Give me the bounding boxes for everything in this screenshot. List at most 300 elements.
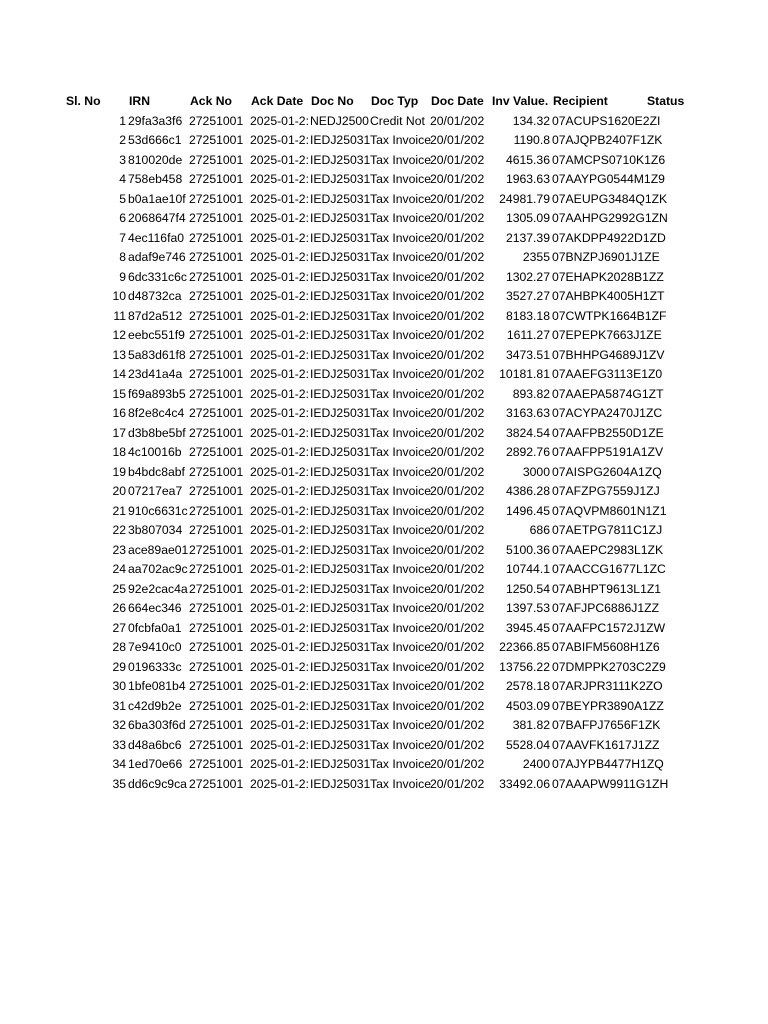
cell-doc-type: Tax Invoice [370, 620, 431, 635]
header-inv-value: Inv Value. [492, 94, 549, 108]
table-row [66, 482, 686, 502]
cell-irn: 910c6631c [128, 503, 188, 518]
table-row [66, 677, 686, 697]
cell-status [646, 385, 696, 405]
cell-recipient: 07ABHPT9613L1Z1 [552, 581, 662, 596]
cell-doc-date: 20/01/202 [430, 659, 485, 674]
cell-ack-no: 27251001 [189, 698, 244, 713]
cell-ack-no: 27251001 [189, 172, 244, 186]
cell-doc-no: IEDJ25031 [310, 737, 371, 752]
cell-ack-date: 2025-01-2: [250, 152, 309, 167]
cell-status [646, 170, 696, 190]
cell-doc-type: Tax Invoice [370, 679, 431, 693]
cell-irn: 0196333c [128, 659, 182, 674]
cell-inv-value: 1397.53 [505, 601, 550, 615]
cell-recipient: 07CWTPK1664B1ZF [552, 308, 667, 323]
cell-doc-type: Tax Invoice [370, 386, 431, 401]
cell-doc-type: Tax Invoice [370, 698, 431, 713]
cell-recipient: 07ACUPS1620E2ZI [552, 113, 661, 128]
cell-doc-type: Tax Invoice [370, 211, 431, 225]
cell-ack-date: 2025-01-2: [250, 269, 309, 284]
cell-recipient: 07AFJPC6886J1ZZ [552, 601, 660, 615]
cell-status [646, 326, 696, 346]
cell-ack-no: 27251001 [189, 542, 244, 557]
cell-recipient: 07AACCG1677L1ZC [552, 562, 666, 576]
cell-irn: 8f2e8c4c4 [128, 406, 185, 420]
cell-sl-no: 22 [112, 523, 126, 537]
cell-doc-date: 20/01/202 [430, 289, 485, 303]
cell-ack-date: 2025-01-2: [250, 776, 309, 791]
table-body [66, 112, 686, 795]
cell-doc-type: Tax Invoice [370, 737, 431, 752]
cell-doc-no: IEDJ25031 [310, 718, 371, 732]
cell-doc-no: IEDJ25031 [310, 659, 371, 674]
header-ack-date: Ack Date [251, 94, 304, 108]
cell-ack-no: 27251001 [189, 133, 244, 147]
cell-irn: d3b8be5bf [128, 425, 186, 440]
cell-doc-date: 20/01/202 [430, 152, 485, 167]
cell-doc-date: 20/01/202 [430, 776, 485, 791]
cell-ack-date: 2025-01-2: [250, 718, 309, 732]
cell-status [646, 560, 696, 580]
cell-irn: b0a1ae10f [128, 191, 186, 206]
cell-recipient: 07ACYPA2470J1ZC [552, 406, 663, 420]
cell-recipient: 07AETPG7811C1ZJ [552, 523, 663, 537]
cell-doc-date: 20/01/202 [430, 581, 485, 596]
cell-doc-date: 20/01/202 [430, 562, 485, 576]
cell-ack-no: 27251001 [189, 679, 244, 693]
cell-status [646, 209, 696, 229]
cell-inv-value: 3945.45 [505, 620, 550, 635]
header-doc-type: Doc Typ [371, 94, 419, 108]
header-status: Status [647, 94, 685, 108]
cell-doc-date: 20/01/202 [430, 230, 485, 245]
table-row [66, 638, 686, 658]
cell-status [646, 658, 696, 678]
cell-doc-type: Tax Invoice [370, 133, 431, 147]
cell-ack-date: 2025-01-2: [250, 191, 309, 206]
cell-sl-no: 18 [112, 445, 126, 459]
cell-recipient: 07DMPPK2703C2Z9 [552, 659, 666, 674]
cell-sl-no: 34 [112, 757, 126, 771]
cell-irn: 664ec346 [128, 601, 182, 615]
cell-ack-date: 2025-01-2: [250, 659, 309, 674]
cell-recipient: 07AAEPA5874G1ZT [552, 386, 664, 401]
cell-recipient: 07AJYPB4477H1ZQ [552, 757, 664, 771]
cell-doc-type: Tax Invoice [370, 269, 431, 284]
cell-recipient: 07BEYPR3890A1ZZ [552, 698, 664, 713]
cell-doc-date: 20/01/202 [430, 601, 485, 615]
cell-doc-no: IEDJ25031 [310, 523, 371, 537]
cell-sl-no: 9 [119, 269, 126, 284]
cell-ack-date: 2025-01-2: [250, 464, 309, 479]
table-row [66, 248, 686, 268]
cell-doc-type: Tax Invoice [370, 523, 431, 537]
table-row [66, 307, 686, 327]
cell-doc-date: 20/01/202 [430, 250, 485, 264]
cell-ack-no: 27251001 [189, 757, 244, 771]
cell-ack-no: 27251001 [189, 484, 244, 498]
cell-ack-date: 2025-01-2: [250, 679, 309, 693]
cell-ack-no: 27251001 [189, 230, 244, 245]
cell-recipient: 07ARJPR3111K2ZO [552, 679, 663, 693]
cell-ack-no: 27251001 [189, 113, 244, 128]
cell-doc-no: IEDJ25031 [310, 640, 371, 654]
cell-recipient: 07BNZPJ6901J1ZE [552, 250, 660, 264]
cell-recipient: 07ABIFM5608H1Z6 [552, 640, 660, 654]
cell-doc-no: IEDJ25031 [310, 172, 371, 186]
cell-ack-no: 27251001 [189, 191, 244, 206]
cell-status [646, 775, 696, 795]
table-row [66, 697, 686, 717]
cell-doc-date: 20/01/202 [430, 406, 485, 420]
cell-irn: c42d9b2e [128, 698, 182, 713]
cell-recipient: 07BAFPJ7656F1ZK [552, 718, 661, 732]
cell-sl-no: 33 [112, 737, 126, 752]
cell-doc-type: Tax Invoice [370, 328, 431, 342]
cell-ack-date: 2025-01-2: [250, 542, 309, 557]
cell-status [646, 502, 696, 522]
cell-inv-value: 3163.63 [505, 406, 550, 420]
cell-irn: 23d41a4a [128, 367, 183, 381]
cell-recipient: 07AAFPC1572J1ZW [552, 620, 666, 635]
cell-inv-value: 2355 [522, 250, 550, 264]
table-row [66, 404, 686, 424]
table-row [66, 521, 686, 541]
table-row [66, 229, 686, 249]
cell-ack-date: 2025-01-2: [250, 230, 309, 245]
cell-irn: 4ec116fa0 [128, 230, 185, 245]
cell-recipient: 07AAEPC2983L1ZK [552, 542, 664, 557]
cell-status [646, 463, 696, 483]
cell-doc-no: IEDJ25031 [310, 133, 371, 147]
cell-sl-no: 23 [112, 542, 126, 557]
cell-ack-no: 27251001 [189, 718, 244, 732]
cell-sl-no: 17 [112, 425, 126, 440]
cell-doc-date: 20/01/202 [430, 757, 485, 771]
header-row [66, 92, 686, 112]
cell-doc-type: Tax Invoice [370, 659, 431, 674]
table-row [66, 326, 686, 346]
cell-ack-date: 2025-01-2: [250, 757, 309, 771]
cell-ack-no: 27251001 [189, 601, 244, 615]
header-doc-no: Doc No [311, 94, 354, 108]
cell-recipient: 07AAFPP5191A1ZV [552, 445, 664, 459]
table-row [66, 580, 686, 600]
cell-inv-value: 1496.45 [505, 503, 550, 518]
cell-status [646, 736, 696, 756]
cell-inv-value: 5100.36 [505, 542, 550, 557]
cell-irn: 92e2cac4a [128, 581, 188, 596]
cell-recipient: 07AAYPG0544M1Z9 [552, 172, 665, 186]
cell-doc-type: Tax Invoice [370, 542, 431, 557]
cell-ack-date: 2025-01-2: [250, 133, 309, 147]
cell-doc-no: IEDJ25031 [310, 191, 371, 206]
cell-doc-no: IEDJ25031 [310, 406, 371, 420]
cell-ack-date: 2025-01-2: [250, 113, 309, 128]
table-row [66, 424, 686, 444]
cell-status [646, 229, 696, 249]
cell-inv-value: 2400 [522, 757, 550, 771]
cell-irn: 29fa3a3f6 [128, 113, 183, 128]
cell-doc-type: Tax Invoice [370, 562, 431, 576]
cell-recipient: 07AQVPM8601N1Z1 [552, 503, 667, 518]
cell-irn: 07217ea7 [128, 484, 183, 498]
cell-doc-no: IEDJ25031 [310, 542, 371, 557]
cell-status [646, 697, 696, 717]
cell-ack-no: 27251001 [189, 581, 244, 596]
cell-irn: 7e9410c0 [128, 640, 182, 654]
cell-inv-value: 5528.04 [505, 737, 550, 752]
cell-sl-no: 26 [112, 601, 126, 615]
cell-doc-no: IEDJ25031 [310, 601, 371, 615]
cell-doc-type: Tax Invoice [370, 152, 431, 167]
cell-ack-no: 27251001 [189, 776, 244, 791]
cell-recipient: 07AAEFG3113E1Z0 [552, 367, 663, 381]
table-row [66, 209, 686, 229]
cell-ack-no: 27251001 [189, 347, 244, 362]
cell-doc-no: NEDJ2500 [310, 113, 369, 128]
cell-doc-no: IEDJ25031 [310, 367, 371, 381]
cell-doc-type: Tax Invoice [370, 250, 431, 264]
cell-doc-type: Tax Invoice [370, 640, 431, 654]
cell-sl-no: 30 [112, 679, 126, 693]
table-row [66, 170, 686, 190]
cell-status [646, 677, 696, 697]
cell-status [646, 346, 696, 366]
cell-inv-value: 8183.18 [505, 308, 550, 323]
cell-ack-no: 27251001 [189, 737, 244, 752]
cell-irn: ace89ae01 [128, 542, 189, 557]
cell-sl-no: 15 [112, 386, 126, 401]
cell-doc-no: IEDJ25031 [310, 308, 371, 323]
invoice-table [66, 92, 686, 794]
cell-doc-date: 20/01/202 [430, 133, 485, 147]
cell-doc-type: Tax Invoice [370, 718, 431, 732]
cell-inv-value: 24981.79 [499, 191, 550, 206]
cell-doc-type: Tax Invoice [370, 289, 431, 303]
cell-irn: dd6c9c9ca [128, 776, 187, 791]
cell-sl-no: 29 [112, 659, 126, 674]
cell-irn: 0fcbfa0a1 [128, 620, 182, 635]
cell-irn: 87d2a512 [128, 308, 183, 323]
cell-irn: d48732ca [128, 289, 182, 303]
cell-status [646, 482, 696, 502]
cell-ack-no: 27251001 [189, 464, 244, 479]
table-row [66, 463, 686, 483]
table-row [66, 502, 686, 522]
cell-inv-value: 1963.63 [505, 172, 550, 186]
table-row [66, 268, 686, 288]
table-row [66, 619, 686, 639]
cell-irn: 6dc331c6c [128, 269, 187, 284]
cell-recipient: 07AAAPW9911G1ZH [552, 776, 669, 791]
cell-doc-date: 20/01/202 [430, 464, 485, 479]
cell-inv-value: 2892.76 [505, 445, 550, 459]
cell-doc-no: IEDJ25031 [310, 581, 371, 596]
table-row [66, 190, 686, 210]
cell-doc-no: IEDJ25031 [310, 269, 371, 284]
cell-status [646, 365, 696, 385]
cell-irn: eebc551f9 [128, 328, 185, 342]
cell-sl-no: 4 [119, 172, 126, 186]
cell-ack-no: 27251001 [189, 659, 244, 674]
cell-doc-date: 20/01/202 [430, 425, 485, 440]
cell-doc-date: 20/01/202 [430, 445, 485, 459]
cell-doc-date: 20/01/202 [430, 211, 485, 225]
cell-inv-value: 2578.18 [505, 679, 550, 693]
cell-ack-date: 2025-01-2: [250, 562, 309, 576]
cell-doc-type: Tax Invoice [370, 230, 431, 245]
cell-sl-no: 6 [119, 211, 126, 225]
cell-doc-type: Tax Invoice [370, 445, 431, 459]
cell-ack-date: 2025-01-2: [250, 523, 309, 537]
cell-status [646, 424, 696, 444]
cell-doc-date: 20/01/202 [430, 640, 485, 654]
cell-ack-no: 27251001 [189, 523, 244, 537]
cell-ack-no: 27251001 [189, 640, 244, 654]
cell-ack-date: 2025-01-2: [250, 347, 309, 362]
cell-sl-no: 32 [112, 718, 126, 732]
cell-irn: 5a83d61f8 [128, 347, 186, 362]
cell-status [646, 619, 696, 639]
header-recipient: Recipient [553, 94, 608, 108]
cell-irn: 6ba303f6d [128, 718, 186, 732]
cell-doc-no: IEDJ25031 [310, 679, 371, 693]
table-row [66, 541, 686, 561]
cell-doc-type: Tax Invoice [370, 464, 431, 479]
cell-ack-date: 2025-01-2: [250, 386, 309, 401]
cell-ack-no: 27251001 [189, 386, 244, 401]
cell-doc-type: Tax Invoice [370, 776, 431, 791]
cell-doc-type: Tax Invoice [370, 406, 431, 420]
cell-irn: 810020de [128, 152, 183, 167]
cell-recipient: 07AMCPS0710K1Z6 [552, 152, 666, 167]
cell-inv-value: 893.82 [512, 386, 550, 401]
cell-ack-no: 27251001 [189, 250, 244, 264]
cell-doc-no: IEDJ25031 [310, 445, 371, 459]
cell-sl-no: 20 [112, 484, 126, 498]
cell-sl-no: 13 [112, 347, 126, 362]
table-row [66, 346, 686, 366]
cell-sl-no: 35 [112, 776, 126, 791]
cell-inv-value: 3527.27 [505, 289, 550, 303]
table-row [66, 131, 686, 151]
cell-doc-type: Tax Invoice [370, 757, 431, 771]
cell-doc-date: 20/01/202 [430, 328, 485, 342]
cell-ack-date: 2025-01-2: [250, 367, 309, 381]
cell-irn: 53d666c1 [128, 133, 182, 147]
table-row [66, 365, 686, 385]
cell-irn: f69a893b5 [128, 386, 186, 401]
cell-doc-no: IEDJ25031 [310, 757, 371, 771]
cell-status [646, 112, 696, 132]
cell-ack-date: 2025-01-2: [250, 581, 309, 596]
cell-status [646, 248, 696, 268]
cell-doc-date: 20/01/202 [430, 113, 485, 128]
cell-irn: 1ed70e66 [128, 757, 183, 771]
cell-inv-value: 10181.81 [499, 367, 550, 381]
cell-doc-no: IEDJ25031 [310, 230, 371, 245]
cell-doc-type: Tax Invoice [370, 581, 431, 596]
table-row [66, 112, 686, 132]
cell-doc-no: IEDJ25031 [310, 484, 371, 498]
cell-doc-date: 20/01/202 [430, 484, 485, 498]
cell-ack-no: 27251001 [189, 152, 244, 167]
cell-doc-no: IEDJ25031 [310, 776, 371, 791]
cell-doc-type: Tax Invoice [370, 347, 431, 362]
cell-doc-date: 20/01/202 [430, 191, 485, 206]
cell-ack-date: 2025-01-2: [250, 484, 309, 498]
cell-recipient: 07AAFPB2550D1ZE [552, 425, 664, 440]
header-sl-no: Sl. No [66, 94, 101, 108]
cell-sl-no: 2 [119, 133, 126, 147]
cell-status [646, 755, 696, 775]
cell-sl-no: 27 [112, 620, 126, 635]
cell-doc-date: 20/01/202 [430, 698, 485, 713]
table-row [66, 443, 686, 463]
cell-doc-type: Tax Invoice [370, 601, 431, 615]
cell-sl-no: 21 [112, 503, 126, 518]
cell-doc-date: 20/01/202 [430, 347, 485, 362]
cell-inv-value: 4386.28 [505, 484, 550, 498]
cell-ack-date: 2025-01-2: [250, 640, 309, 654]
cell-inv-value: 1250.54 [505, 581, 550, 596]
cell-irn: 758eb458 [128, 172, 183, 186]
cell-doc-date: 20/01/202 [430, 269, 485, 284]
cell-doc-no: IEDJ25031 [310, 211, 371, 225]
cell-ack-date: 2025-01-2: [250, 172, 309, 186]
cell-sl-no: 7 [119, 230, 126, 245]
cell-irn: 1bfe081b4 [128, 679, 186, 693]
cell-inv-value: 1305.09 [505, 211, 550, 225]
cell-recipient: 07EHAPK2028B1ZZ [552, 269, 664, 284]
cell-inv-value: 1302.27 [505, 269, 550, 284]
cell-doc-no: IEDJ25031 [310, 425, 371, 440]
cell-doc-date: 20/01/202 [430, 308, 485, 323]
cell-sl-no: 8 [119, 250, 126, 264]
cell-ack-no: 27251001 [189, 445, 244, 459]
cell-recipient: 07BHHPG4689J1ZV [552, 347, 665, 362]
cell-recipient: 07EPEPK7663J1ZE [552, 328, 662, 342]
cell-ack-date: 2025-01-2: [250, 328, 309, 342]
cell-irn: adaf9e746 [128, 250, 186, 264]
table-row [66, 755, 686, 775]
cell-ack-date: 2025-01-2: [250, 425, 309, 440]
table-row [66, 287, 686, 307]
cell-doc-date: 20/01/202 [430, 620, 485, 635]
cell-recipient: 07AHBPK4005H1ZT [552, 289, 665, 303]
cell-doc-date: 20/01/202 [430, 523, 485, 537]
table-row [66, 599, 686, 619]
cell-doc-no: IEDJ25031 [310, 328, 371, 342]
cell-doc-no: IEDJ25031 [310, 562, 371, 576]
cell-ack-date: 2025-01-2: [250, 445, 309, 459]
cell-ack-no: 27251001 [189, 562, 244, 576]
cell-doc-no: IEDJ25031 [310, 503, 371, 518]
cell-inv-value: 686 [529, 523, 550, 537]
cell-ack-date: 2025-01-2: [250, 601, 309, 615]
cell-ack-no: 27251001 [189, 289, 244, 303]
cell-ack-no: 27251001 [189, 406, 244, 420]
cell-sl-no: 24 [112, 562, 126, 576]
cell-ack-no: 27251001 [189, 308, 244, 323]
cell-sl-no: 16 [112, 406, 126, 420]
header-ack-no: Ack No [190, 94, 232, 108]
cell-doc-type: Credit Not [370, 113, 425, 128]
cell-inv-value: 1611.27 [506, 328, 550, 342]
cell-status [646, 307, 696, 327]
